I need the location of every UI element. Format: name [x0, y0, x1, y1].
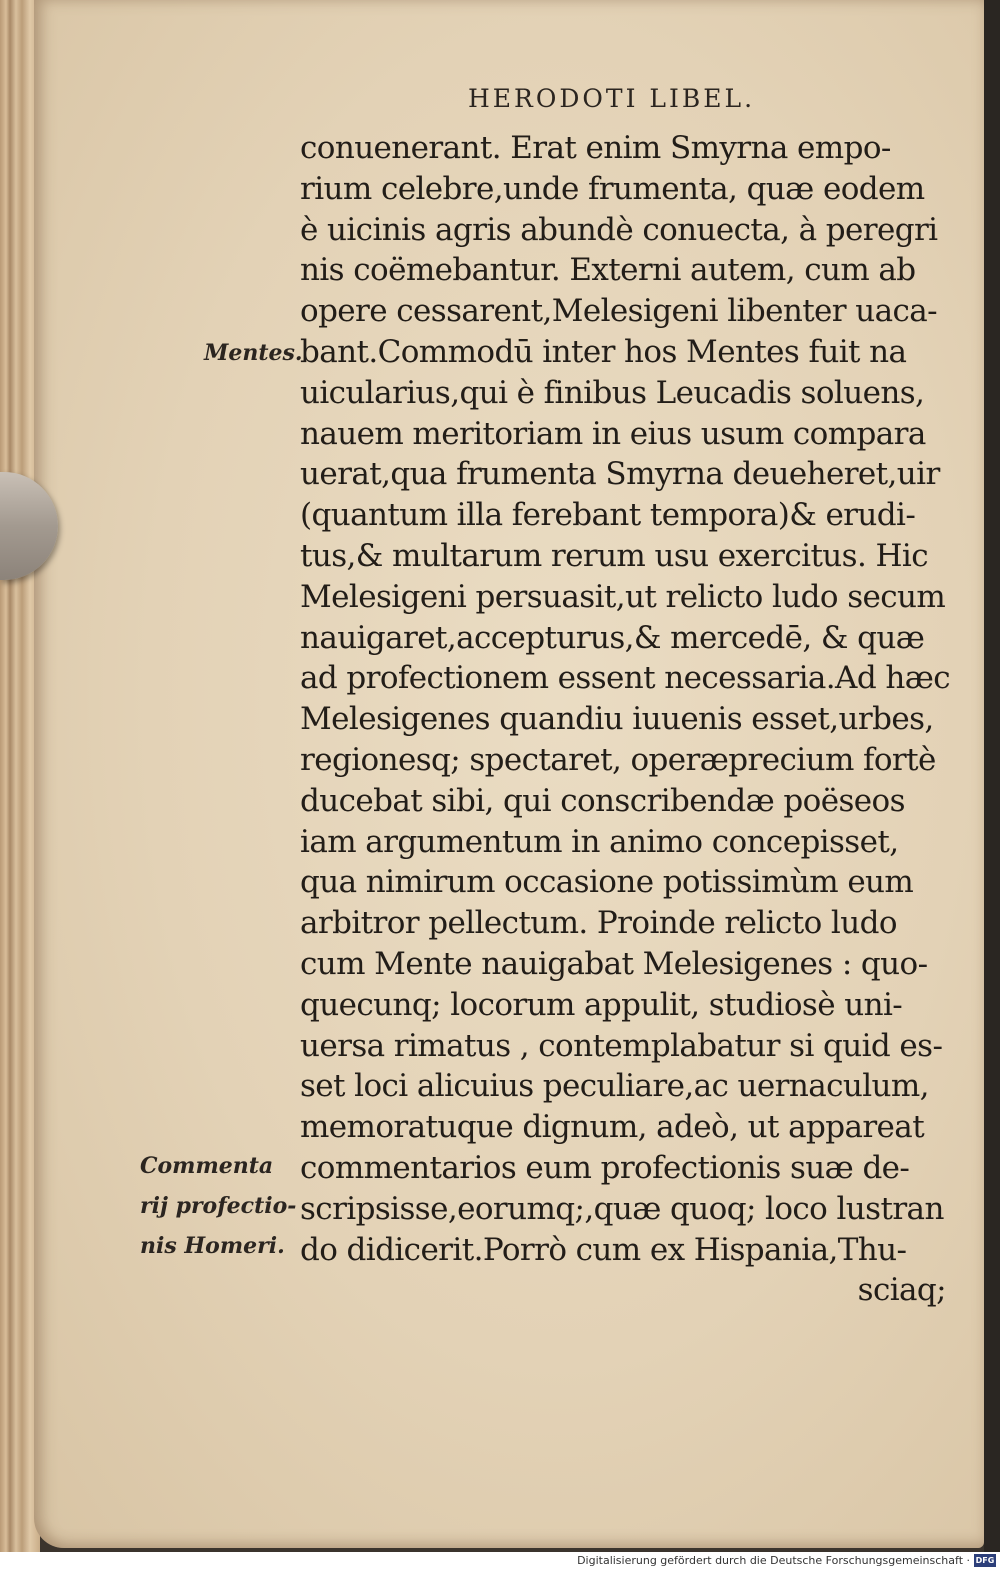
- text-line: opere cessarent,Melesigeni libenter uaca-: [300, 293, 938, 330]
- marginal-note-mentes: Mentes.: [204, 340, 303, 366]
- text-line: (quantum illa ferebant tempora)& erudi-: [300, 497, 916, 534]
- text-line: set loci alicuius peculiare,ac uernaculum,: [300, 1068, 929, 1105]
- text-line: qua nimirum occasione potissimùm eum: [300, 864, 914, 901]
- marginal-note-line: nis Homeri.: [140, 1233, 285, 1259]
- text-line: nauem meritoriam in eius usum compara: [300, 415, 926, 452]
- text-line: uicularius,qui è finibus Leucadis soluens,: [300, 374, 925, 411]
- catchword: sciaq;: [857, 1272, 946, 1309]
- right-border: [984, 0, 1000, 1569]
- text-line: regionesq; spectaret, operæprecium fortè: [300, 741, 936, 778]
- text-line: do didicerit.Porrò cum ex Hispania,Thu-: [300, 1231, 907, 1268]
- text-line: uersa rimatus , contemplabatur si quid es-: [300, 1027, 943, 1064]
- text-line: uerat,qua frumenta Smyrna deueheret,uir: [300, 456, 940, 493]
- marginal-note-commentarii: [140, 1146, 296, 1266]
- text-line: iam argumentum in animo concepisset,: [300, 823, 899, 860]
- text-line: Melesigenes quandiu iuuenis esset,urbes,: [300, 701, 934, 738]
- text-line: arbitror pellectum. Proinde relicto ludo: [300, 905, 897, 942]
- text-line: memoratuque dignum, adeò, ut appareat: [300, 1109, 925, 1146]
- running-head: HERODOTI LIBEL.: [468, 84, 756, 113]
- text-line: rium celebre,unde frumenta, quæ eodem: [300, 170, 925, 207]
- text-line: nis coëmebantur. Externi autem, cum ab: [300, 252, 916, 289]
- text-line: Melesigeni persuasit,ut relicto ludo secum: [300, 578, 946, 615]
- text-line: bant.Commodū inter hos Mentes fuit na: [300, 333, 907, 370]
- marginal-note-line: rij profectio-: [140, 1193, 297, 1219]
- text-line: commentarios eum profectionis suæ de-: [300, 1149, 910, 1186]
- dfg-logo: DFG: [975, 1556, 995, 1565]
- marginal-note-line: Commenta: [140, 1153, 274, 1179]
- body-text: [300, 128, 950, 1311]
- text-line: tus,& multarum rerum usu exercitus. Hic: [300, 537, 928, 574]
- footer-credit: Digitalisierung gefördert durch die Deutsche Forschungsgemeinschaft ·: [577, 1554, 970, 1567]
- text-line: cum Mente nauigabat Melesigenes : quo-: [300, 945, 928, 982]
- text-line: ducebat sibi, qui conscribendæ poëseos: [300, 782, 905, 819]
- text-line: conuenerant. Erat enim Smyrna empo-: [300, 130, 891, 166]
- text-line: nauigaret,accepturus,& mercedē, & quæ: [300, 619, 925, 656]
- text-line: quecunq; locorum appulit, studiosè uni-: [300, 986, 903, 1023]
- text-line: ad profectionem essent necessaria.Ad hæc: [300, 660, 951, 697]
- text-line: scripsisse,eorumq;,quæ quoq; loco lustran: [300, 1190, 944, 1227]
- digitization-footer: [0, 1552, 1000, 1569]
- text-line: è uicinis agris abundè conuecta, à peregri: [300, 211, 938, 248]
